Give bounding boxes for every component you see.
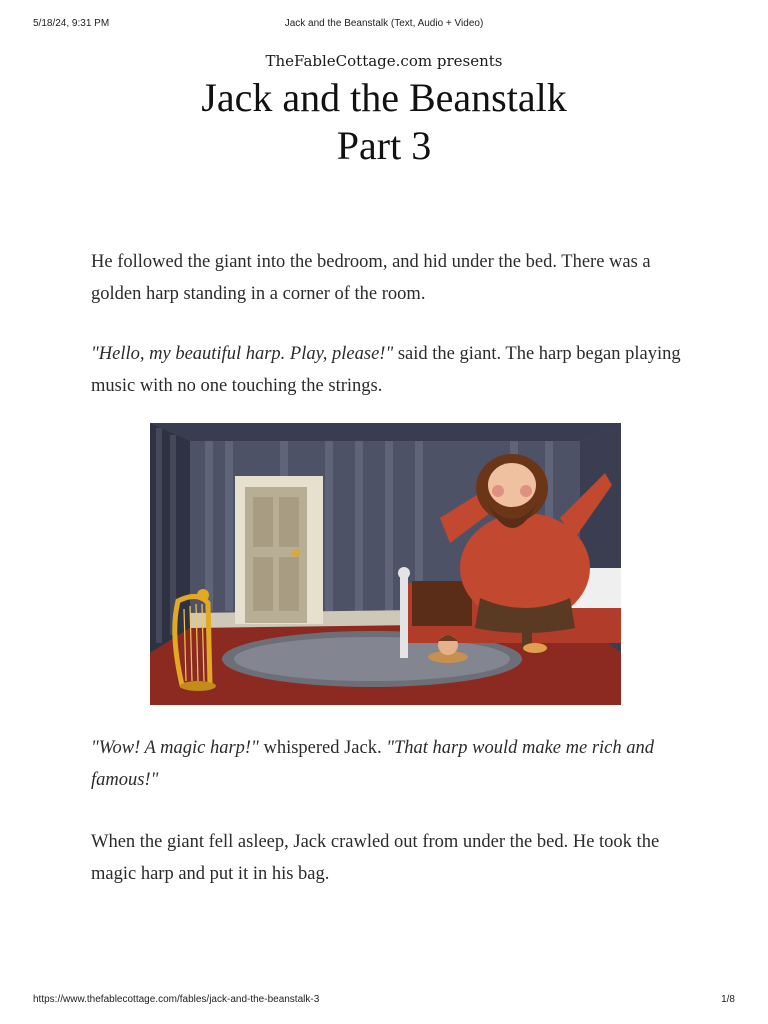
story-illustration [150, 423, 621, 705]
paragraph-4: When the giant fell asleep, Jack crawled out from under the bed. He took the magic harp and put it in his bag. [91, 832, 660, 884]
paragraph-1: He followed the giant into the bedroom, and hid under the bed. There was a golden harp standing in a corner of the room. [91, 252, 651, 304]
giant-face [488, 463, 536, 507]
jack-quote-1: "Wow! A magic harp!" [91, 738, 259, 758]
title-line-1: Jack and the Beanstalk [201, 75, 567, 120]
print-datetime: 5/18/24, 9:31 PM [33, 18, 110, 29]
bed-post [400, 573, 408, 658]
presents-line: TheFableCottage.com presents [265, 52, 503, 70]
giant-quote: "Hello, my beautiful harp. Play, please!" [91, 344, 394, 364]
giant-foot [523, 643, 547, 653]
title-line-2: Part 3 [336, 123, 432, 168]
paragraph-2-rest: said the giant. The harp began playing music with no one touching the strings. [91, 344, 681, 396]
print-url: https://www.thefablecottage.com/fables/jack-and-the-beanstalk-3 [33, 994, 320, 1005]
ceiling [150, 423, 621, 441]
paragraph-3 [91, 733, 691, 796]
print-header [33, 18, 735, 32]
print-page-title: Jack and the Beanstalk (Text, Audio + Video) [284, 18, 484, 29]
print-footer [33, 994, 735, 1008]
paragraph-3-mid: whispered Jack. [258, 738, 387, 758]
story-title [0, 74, 768, 170]
jack-quote-2: "That harp would make me rich and famous!" [91, 738, 655, 790]
print-page-number: 1/8 [721, 994, 735, 1005]
door-knob [292, 549, 300, 557]
paragraph-2 [91, 339, 691, 402]
